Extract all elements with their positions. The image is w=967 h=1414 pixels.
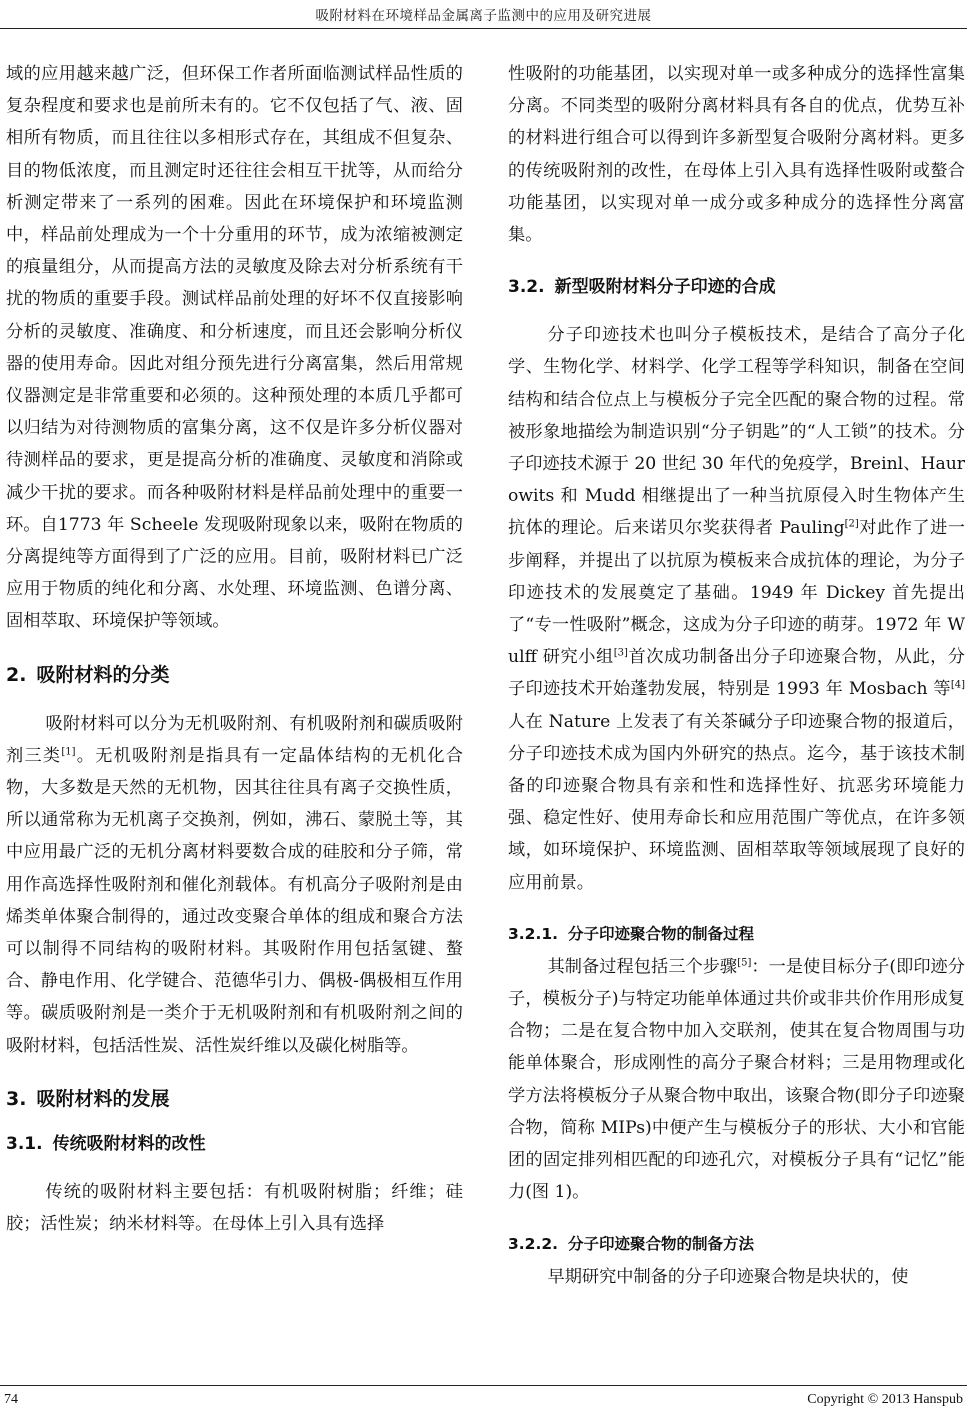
section-2-heading — [6, 662, 463, 688]
copyright-notice: Copyright © 2013 Hanspub — [807, 1392, 963, 1407]
intro-paragraph: 域的应用越来越广泛，但环保工作者所面临测试样品性质的复杂程度和要求也是前所未有的。它不仅包括了气、液、固相所有物质，而且往往以多相形式存在，其组成不但复杂、目的物低浓度，而且测定时还往往会相互干扰等，从而给分析测定带来了一系列的困难。因此在环境保护和环境监测中，样品前处理成为一个十分重用的环节，成为浓缩被测定的痕量组分，从而提高方法的灵敏度及除去对分析系统有干扰的物质的重要手段。测试样品前处理的好坏不仅直接影响分析的灵敏度、准确度、和分析速度，而且还会影响分析仪器的使用寿命。因此对组分预先进行分离富集，然后用常规仪器测定是非常重要和必须的。这种预处理的本质几乎都可以归结为对待测物质的富集分离，这不仅是许多分析仪器对待测样品的要求，更是提高分析的准确度、灵敏度和消除或减少干扰的要求。而各种吸附材料是样品前处理中的重要一环。自1773 年 Scheele 发现吸附现象以来，吸附在物质的分离提纯等方面得到了广泛的应用。目前，吸附材料已广泛应用于物质的纯化和分离、水处理、环境监测、色谱分离、固相萃取、环境保护等领域。 — [6, 64, 463, 632]
section-title: 分子印迹聚合物的制备过程 — [568, 924, 755, 943]
citation-2[interactable]: [2] — [844, 518, 859, 530]
section-title: 分子印迹聚合物的制备方法 — [568, 1234, 755, 1253]
footer-rule — [0, 1385, 967, 1386]
header-rule — [0, 28, 967, 29]
section-title: 传统吸附材料的改性 — [52, 1133, 206, 1154]
text-run: 对此作了进一步阐释，并提出了以抗原为模板来合成抗体的理论，为分子印迹技术的发展奠定了基础。1949 年 Dickey 首先提出了“专一性吸附”概念，这成为分子印迹的萌芽。1972 年 Wulff 研究小组 — [508, 518, 965, 668]
section-number: 3.1. — [6, 1133, 43, 1154]
text-run: 分子印迹技术也叫分子模板技术，是结合了高分子化学、生物化学、材料学、化学工程等学科知识，制备在空间结构和结合位点上与模板分子完全匹配的聚合物的过程。常被形象地描绘为制造识别“分子钥匙”的“人工锁”的技术。分子印迹技术源于 20 世纪 30 年代的免疫学，Breinl、Haurowits 和 Mudd 相继提出了一种当抗原侵入时生物体产生抗体的理论。后来诺贝尔奖获得者 Pauling — [508, 325, 965, 539]
section-3-2-1-heading — [508, 923, 965, 945]
citation-4[interactable]: [4] — [950, 679, 965, 691]
text-run: 吸附材料可以分为无机吸附剂、有机吸附剂和碳质吸附剂三类 — [6, 713, 463, 766]
section-3-2-paragraph — [508, 319, 965, 899]
section-title: 吸附材料的分类 — [36, 663, 170, 686]
section-3-2-2-heading — [508, 1233, 965, 1255]
text-run: ：一是使目标分子(即印迹分子，模板分子)与特定功能单体通过共价或非共价作用形成复合物；二是在复合物中加入交联剂，使其在复合物周围与功能单体聚合，形成刚性的高分子聚合材料；三是用物理或化学方法将模板分子从聚合物中取出，该聚合物(即分子印迹聚合物，简称 MIPs)中便产生与模板分子的形状、大小和官能团的固定排列相匹配的印迹孔穴，对模板分子具有“记忆”能力(图 1)。 — [508, 956, 965, 1203]
page-number: 74 — [4, 1392, 18, 1407]
section-3-heading — [6, 1086, 463, 1112]
section-number: 2. — [6, 663, 27, 686]
section-3-2-1-paragraph — [508, 951, 965, 1209]
section-title: 吸附材料的发展 — [36, 1087, 170, 1110]
citation-5[interactable]: [5] — [737, 957, 752, 969]
section-title: 新型吸附材料分子印迹的合成 — [554, 277, 776, 298]
section-3-2-heading — [508, 275, 965, 299]
text-run: 其制备过程包括三个步骤 — [547, 956, 738, 977]
section-3-1-paragraph: 传统的吸附材料主要包括：有机吸附树脂；纤维；硅胶；活性炭；纳米材料等。在母体上引入具有选择 — [6, 1181, 463, 1235]
running-title: 吸附材料在环境样品金属离子监测中的应用及研究进展 — [315, 8, 652, 24]
section-number: 3.2.2. — [508, 1234, 559, 1253]
section-3-2-2-paragraph: 早期研究中制备的分子印迹聚合物是块状的，使 — [547, 1266, 909, 1287]
section-number: 3.2.1. — [508, 924, 559, 943]
section-3-1-heading — [6, 1132, 463, 1156]
citation-3[interactable]: [3] — [613, 647, 628, 659]
left-column — [6, 58, 463, 1240]
continued-paragraph: 性吸附的功能基团，以实现对单一或多种成分的选择性富集分离。不同类型的吸附分离材料具有各自的优点，优势互补的材料进行组合可以得到许多新型复合吸附分离材料。更多的传统吸附剂的改性，在母体上引入具有选择性吸附或螯合功能基团，以实现对单一成分或多种成分的选择性分离富集。 — [508, 64, 965, 246]
citation-1[interactable]: [1] — [61, 746, 76, 758]
section-number: 3. — [6, 1087, 27, 1110]
right-column — [508, 58, 965, 1293]
section-number: 3.2. — [508, 277, 545, 298]
text-run: 。无机吸附剂是指具有一定晶体结构的无机化合物，大多数是天然的无机物，因其往往具有离子交换性质，所以通常称为无机离子交换剂，例如，沸石、蒙脱土等，其中应用最广泛的无机分离材料要数合成的硅胶和分子筛，常用作高选择性吸附剂和催化剂载体。有机高分子吸附剂是由烯类单体聚合制得的，通过改变聚合单体的组成和聚合方法可以制得不同结构的吸附材料。其吸附作用包括氢键、螯合、静电作用、化学键合、范德华引力、偶极-偶极相互作用等。碳质吸附剂是一类介于无机吸附剂和有机吸附剂之间的吸附材料，包括活性炭、活性炭纤维以及碳化树脂等。 — [6, 745, 463, 1056]
section-2-paragraph — [6, 708, 463, 1062]
text-run: 人在 Nature 上发表了有关茶碱分子印迹聚合物的报道后，分子印迹技术成为国内外研究的热点。迄今，基于该技术制备的印迹聚合物具有亲和性和选择性好、抗恶劣环境能力强、稳定性好、使用寿命长和应用范围广等优点，在许多领域，如环境保护、环境监测、固相萃取等领域展现了良好的应用前景。 — [508, 711, 965, 893]
text-run: 首次成功制备出分子印迹聚合物，从此，分子印迹技术开始蓬勃发展，特别是 1993 年 Mosbach 等 — [508, 647, 965, 700]
